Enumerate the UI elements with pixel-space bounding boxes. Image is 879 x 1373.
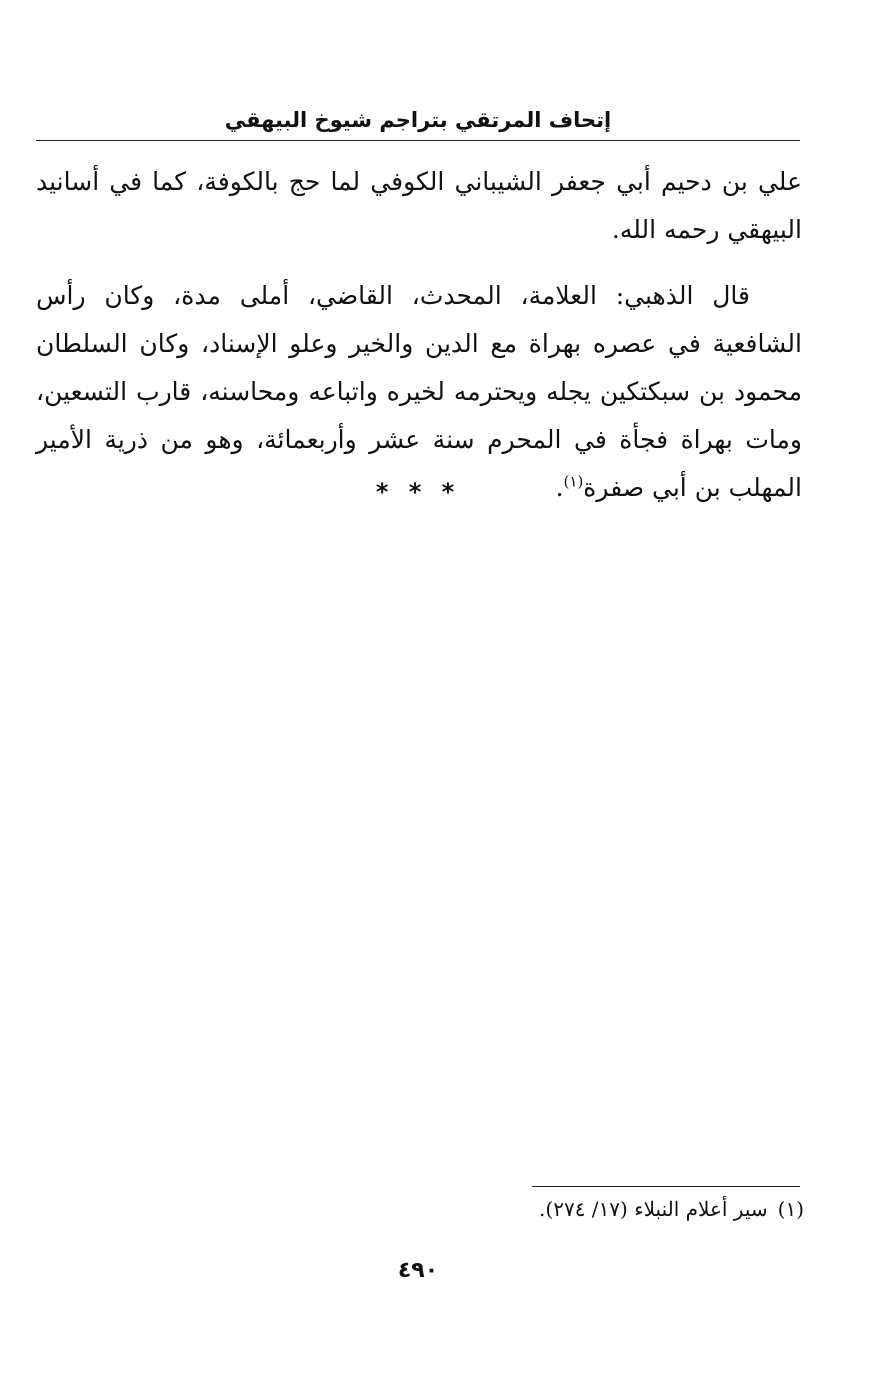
page-number: ٤٩٠ <box>397 1258 439 1283</box>
footnotes <box>36 1192 804 1226</box>
main-text <box>36 158 802 512</box>
footnote-text: سير أعلام النبلاء (١٧/ ٢٧٤). <box>539 1197 768 1221</box>
paragraph-2 <box>36 272 802 512</box>
footnote-number: (١) <box>777 1197 804 1221</box>
running-header: إتحاف المرتقي بتراجم شيوخ البيهقي <box>224 108 612 132</box>
footnote-reference[interactable]: (١) <box>563 472 584 491</box>
paragraph-1: علي بن دحيم أبي جعفر الشيباني الكوفي لما حج بالكوفة، كما في أسانيد البيهقي رحمه الله. <box>36 167 802 244</box>
paragraph-2-text: قال الذهبي: العلامة، المحدث، القاضي، أملى مدة، وكان رأس الشافعية في عصره بهراة مع الدين والخير وعلو الإسناد، وكان السلطان محمود بن سبكتكين يجله ويحترمه لخيره واتباعه ومحاسنه، قارب التسعين، ومات بهراة فجأة في المحرم سنة عشر وأربعمائة، وهو من ذرية الأمير المهلب بن أبي صفرة <box>36 281 802 502</box>
footnote-rule <box>532 1186 800 1187</box>
header-rule <box>36 140 800 141</box>
paragraph-2-end: . <box>555 473 564 502</box>
section-separator: * * * <box>375 478 461 506</box>
footnote-item <box>36 1192 804 1226</box>
